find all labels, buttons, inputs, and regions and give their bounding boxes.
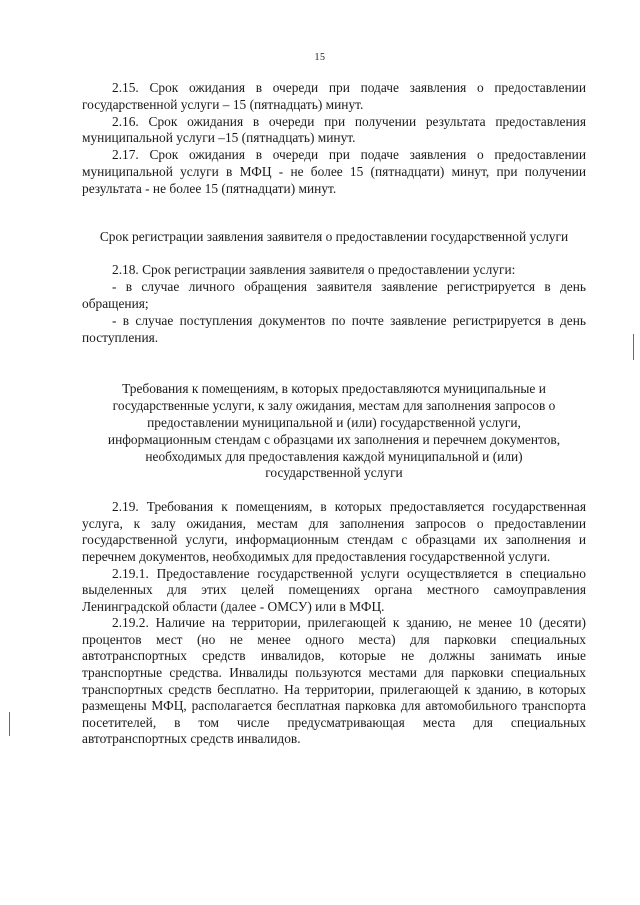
clause-2-19-1: 2.19.1. Предоставление государственной услуги осуществляется в специально выделенных для этих целей помещениях органа местного самоуправления Ленинградской области (далее - ОМСУ) или в МФЦ.	[82, 565, 586, 614]
clause-2-17: 2.17. Срок ожидания в очереди при подаче заявления о предоставлении муниципальной услуги в МФЦ - не более 15 (пятнадцати) минут, при получении результата - не более 15 (пятнадцати) минут.	[82, 147, 586, 196]
clause-2-18-mail: - в случае поступления документов по почте заявление регистрируется в день поступления.	[82, 312, 586, 345]
clause-2-19: 2.19. Требования к помещениям, в которых предоставляется государственная услуга, к залу ожидания, местам для заполнения запросов о предоставлении государственной услуги, информационным стендам с образцами их заполнения и перечнем документов, необходимых для предоставления государственной услуги.	[82, 499, 586, 564]
section-heading-registration: Срок регистрации заявления заявителя о предоставлении государственной услуги	[99, 228, 569, 244]
clause-2-19-2: 2.19.2. Наличие на территории, прилегающей к зданию, не менее 10 (десяти) процентов мест (но не менее одного места) для парковки специальных автотранспортных средств инвалидов, которые не должны занимать иные транспортные средства. Инвалиды пользуются местами для парковки специальных транспортных средств бесплатно. На территории, прилегающей к зданию, в которых размещены МФЦ, располагается бесплатная парковка для автомобильного транспорта посетителей, в том числе предусматривающая места для специальных автотранспортных средств инвалидов.	[82, 615, 586, 747]
clause-2-18-personal: - в случае личного обращения заявителя заявление регистрируется в день обращения;	[82, 279, 586, 311]
scan-artifact-right	[633, 334, 634, 360]
scan-artifact-left	[9, 712, 10, 736]
clause-2-16: 2.16. Срок ожидания в очереди при получении результата предоставления муниципальной услуги –15 (пятнадцать) минут.	[82, 113, 586, 146]
clause-2-15: 2.15. Срок ожидания в очереди при подаче заявления о предоставлении государственной услуги – 15 (пятнадцать) минут.	[82, 80, 586, 112]
document-body	[82, 80, 586, 748]
section-heading-premises: Требования к помещениям, в которых предоставляются муниципальные и государственные услуги, к залу ожидания, местам для заполнения запросов о предоставлении муниципальной и (или) государственной услуги, информационным стендам с образцами их заполнения и перечнем документов, необходимых для предоставления каждой муниципальной и (или) государственной услуги	[107, 381, 561, 481]
clause-2-18: 2.18. Срок регистрации заявления заявителя о предоставлении услуги:	[112, 262, 516, 278]
page-number: 15	[314, 52, 326, 63]
